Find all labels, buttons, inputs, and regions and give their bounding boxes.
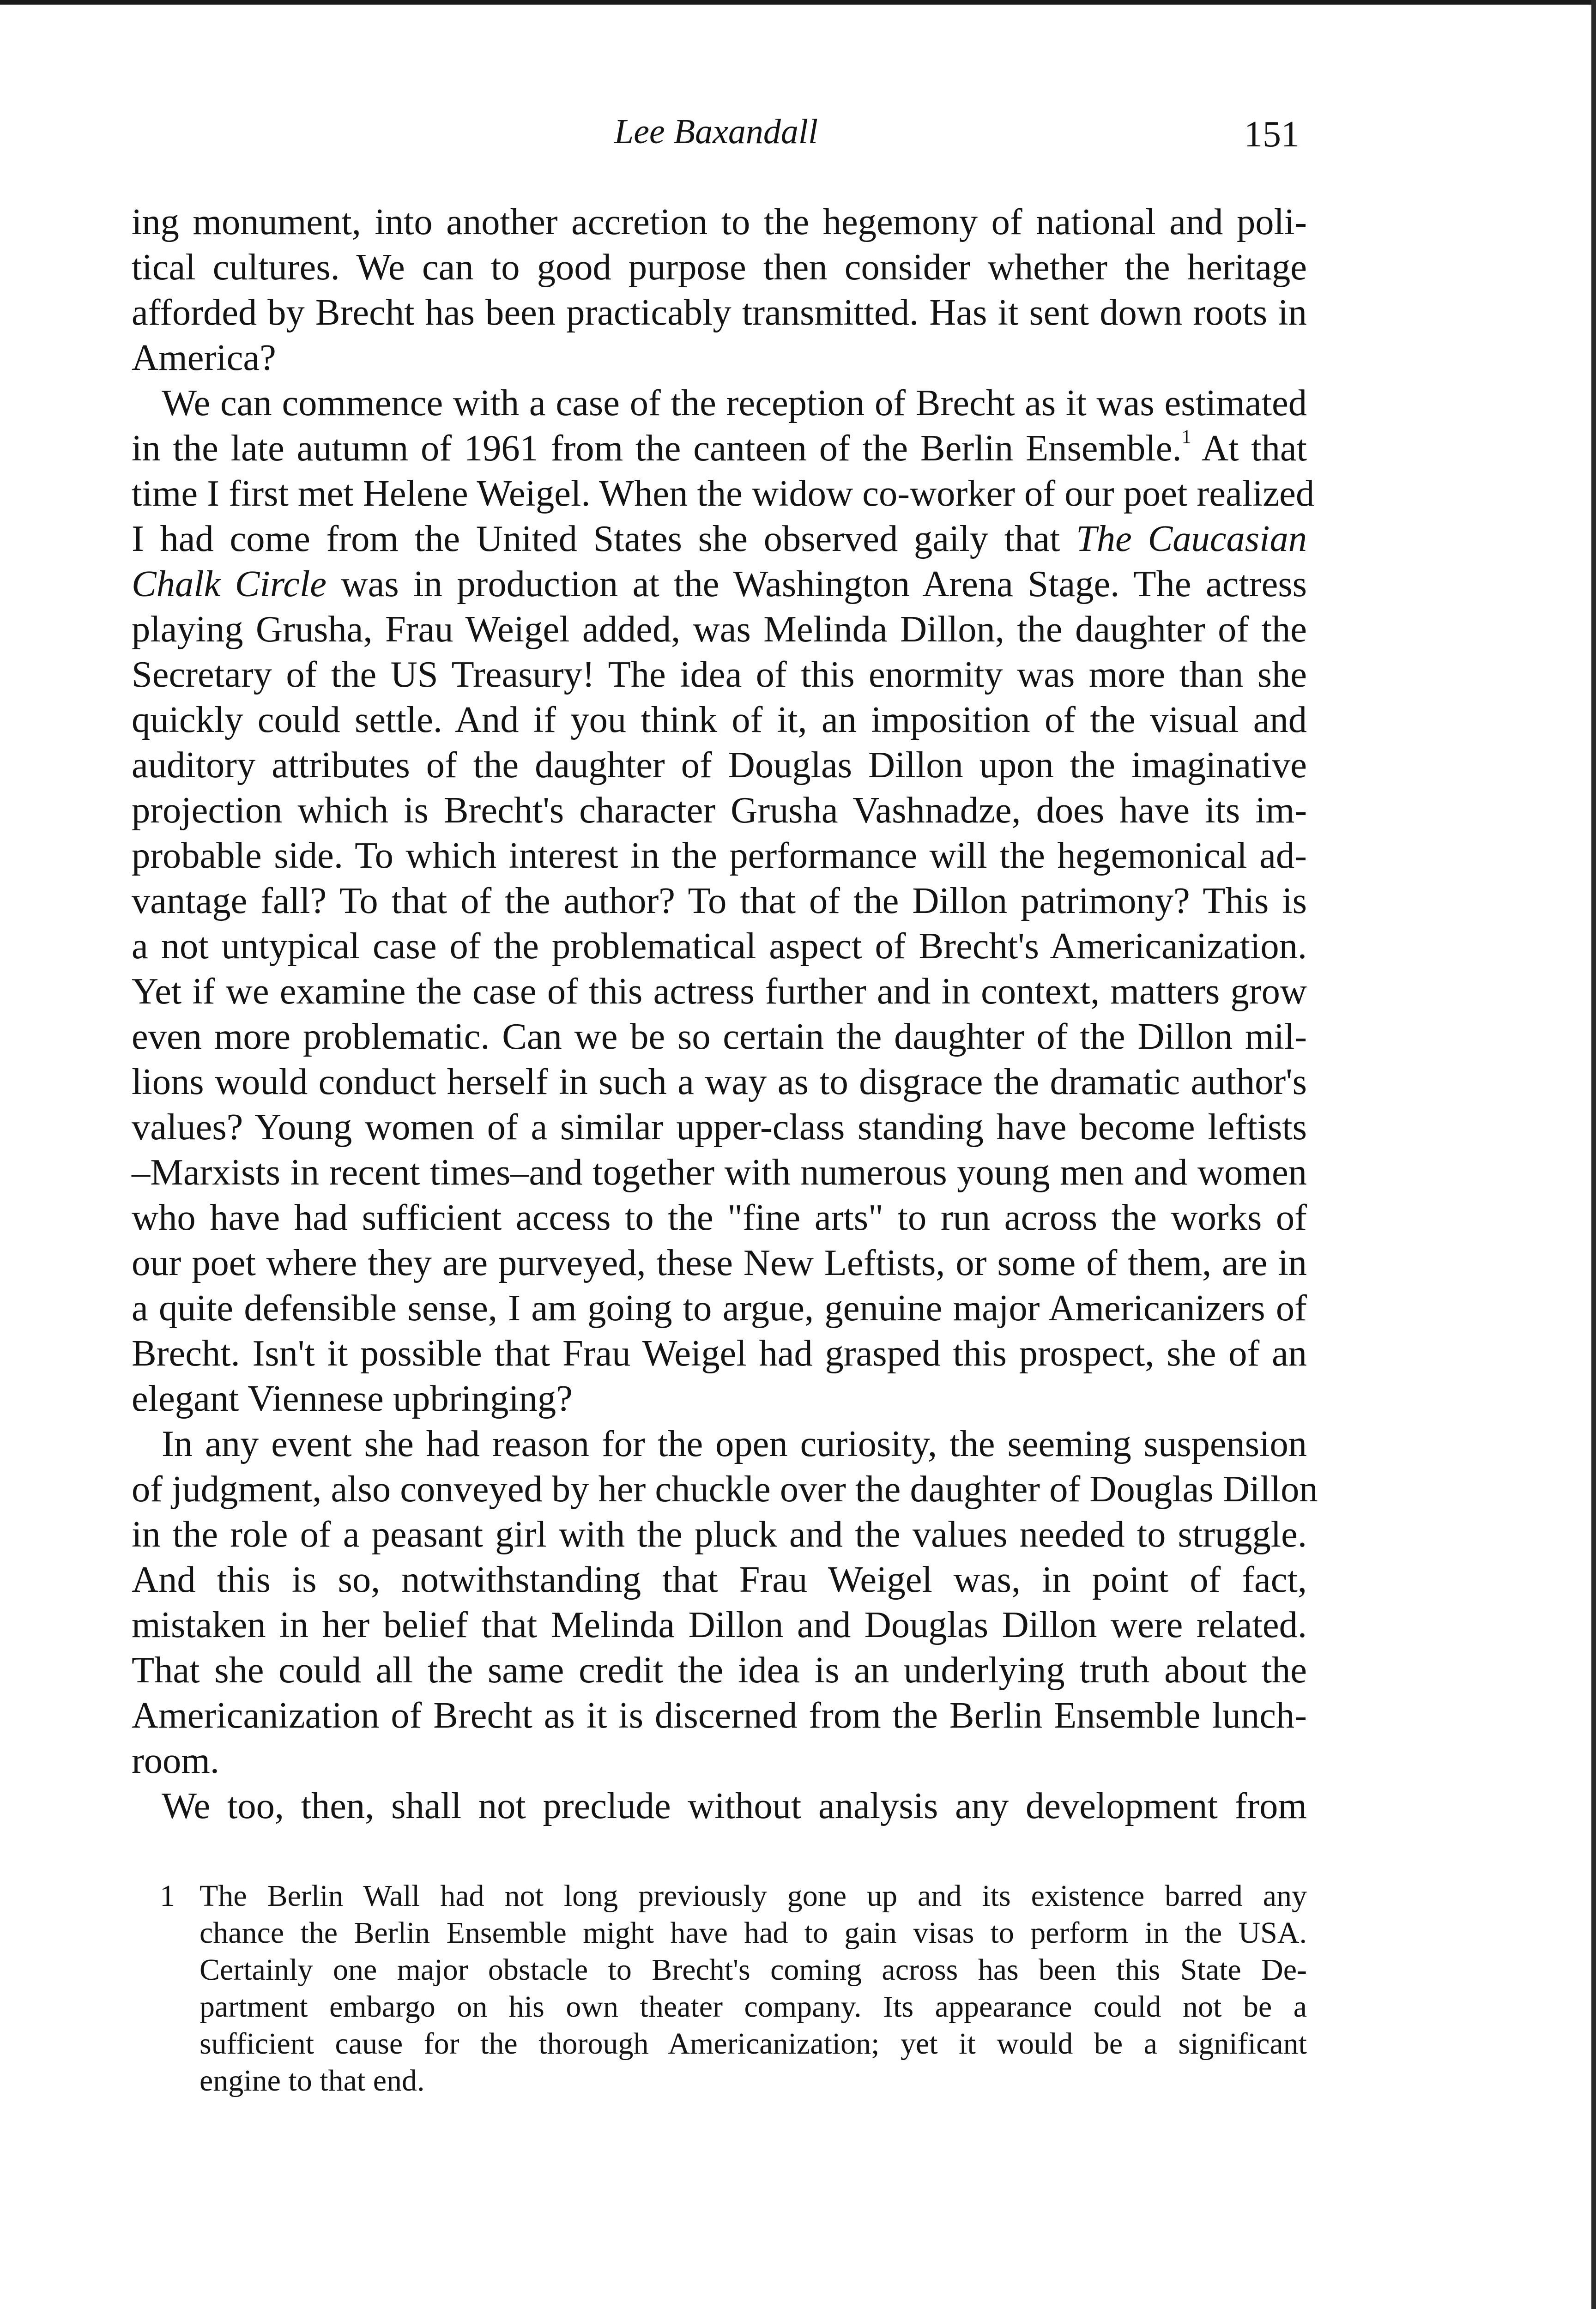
text-line: mistaken in her belief that Melinda Dillon and Douglas Dillon were related. [132, 1604, 1307, 1645]
footnote-line: The Berlin Wall had not long previously gone up and its existence barred any [200, 1879, 1307, 1913]
text-line: auditory attributes of the daughter of Douglas Dillon upon the imaginative [132, 744, 1307, 786]
text-line: Americanization of Brecht as it is discerned from the Berlin Ensemble lunch- [132, 1695, 1307, 1736]
text-line: We can commence with a case of the reception of Brecht as it was estimated [162, 382, 1307, 423]
text-line: ing monument, into another accretion to the hegemony of national and poli- [132, 201, 1307, 242]
play-title: Chalk Circle [132, 563, 327, 604]
text-line: of judgment, also conveyed by her chuckle over the daughter of Douglas Dillon [132, 1469, 1318, 1510]
text-segment: At that [1201, 428, 1307, 469]
text-line [132, 562, 1307, 607]
text-line: America? [132, 337, 276, 378]
text-segment: I had come from the United States she observed gaily that [132, 518, 1076, 559]
text-line: time I first met Helene Weigel. When the widow co-worker of our poet realized [132, 473, 1315, 514]
text-line: elegant Viennese upbringing? [132, 1378, 573, 1419]
text-line: probable side. To which interest in the performance will the hegemonical ad- [132, 835, 1307, 876]
text-line: room. [132, 1740, 220, 1781]
text-line: in the role of a peasant girl with the pluck and the values needed to struggle. [132, 1514, 1307, 1555]
text-segment: was in production at the Washington Arena Stage. The actress [326, 563, 1307, 604]
text-line: Brecht. Isn't it possible that Frau Weigel had grasped this prospect, she of an [132, 1333, 1307, 1374]
text-segment: in the late autumn of 1961 from the canteen of the Berlin Ensemble. [132, 428, 1182, 469]
play-title: The Caucasian [1076, 518, 1307, 559]
text-line: a quite defensible sense, I am going to argue, genuine major Americanizers of [132, 1287, 1307, 1329]
text-line [132, 426, 1307, 471]
text-line: That she could all the same credit the idea is an underlying truth about the [132, 1650, 1307, 1691]
text-line: projection which is Brecht's character Grusha Vashnadze, does have its im- [132, 790, 1307, 831]
footnote-line: Certainly one major obstacle to Brecht's coming across has been this State De- [200, 1953, 1307, 1987]
text-line: vantage fall? To that of the author? To that of the Dillon patrimony? This is [132, 880, 1307, 921]
text-line: values? Young women of a similar upper-class standing have become leftists [132, 1106, 1307, 1148]
text-line: Secretary of the US Treasury! The idea of this enormity was more than she [132, 654, 1307, 695]
running-head: Lee Baxandall [614, 112, 818, 151]
text-line [132, 516, 1307, 562]
footnote-marker: 1 [160, 1879, 175, 1913]
text-line: And this is so, notwithstanding that Frau Weigel was, in point of fact, [132, 1559, 1307, 1600]
text-line: –Marxists in recent times–and together with numerous young men and women [132, 1152, 1307, 1193]
text-line: We too, then, shall not preclude without analysis any development from [162, 1785, 1307, 1826]
footnote-line: sufficient cause for the thorough Americanization; yet it would be a significant [200, 2027, 1307, 2061]
text-line: even more problematic. Can we be so certain the daughter of the Dillon mil- [132, 1016, 1307, 1057]
text-line: playing Grusha, Frau Weigel added, was Melinda Dillon, the daughter of the [132, 609, 1307, 650]
text-line: afforded by Brecht has been practicably transmitted. Has it sent down roots in [132, 292, 1307, 333]
text-line: In any event she had reason for the open curiosity, the seeming suspension [162, 1423, 1307, 1464]
text-line: our poet where they are purveyed, these New Leftists, or some of them, are in [132, 1242, 1307, 1283]
text-line: tical cultures. We can to good purpose then consider whether the heritage [132, 247, 1307, 288]
scan-edge-top [0, 0, 1596, 5]
text-line: Yet if we examine the case of this actress further and in context, matters grow [132, 971, 1307, 1012]
page-number: 151 [1244, 114, 1300, 155]
text-line: lions would conduct herself in such a way as to disgrace the dramatic author's [132, 1061, 1307, 1102]
scan-edge-right [1591, 0, 1596, 2309]
text-line: who have had sufficient access to the "fine arts" to run across the works of [132, 1197, 1307, 1238]
footnote-line: partment embargo on his own theater company. Its appearance could not be a [200, 1990, 1307, 2024]
footnote-line: engine to that end. [200, 2064, 425, 2097]
text-line: quickly could settle. And if you think of it, an imposition of the visual and [132, 699, 1307, 740]
text-line: a not untypical case of the problematical aspect of Brecht's Americanization. [132, 925, 1307, 967]
footnote-reference: 1 [1181, 426, 1191, 448]
footnote-line: chance the Berlin Ensemble might have had to gain visas to perform in the USA. [200, 1916, 1307, 1950]
